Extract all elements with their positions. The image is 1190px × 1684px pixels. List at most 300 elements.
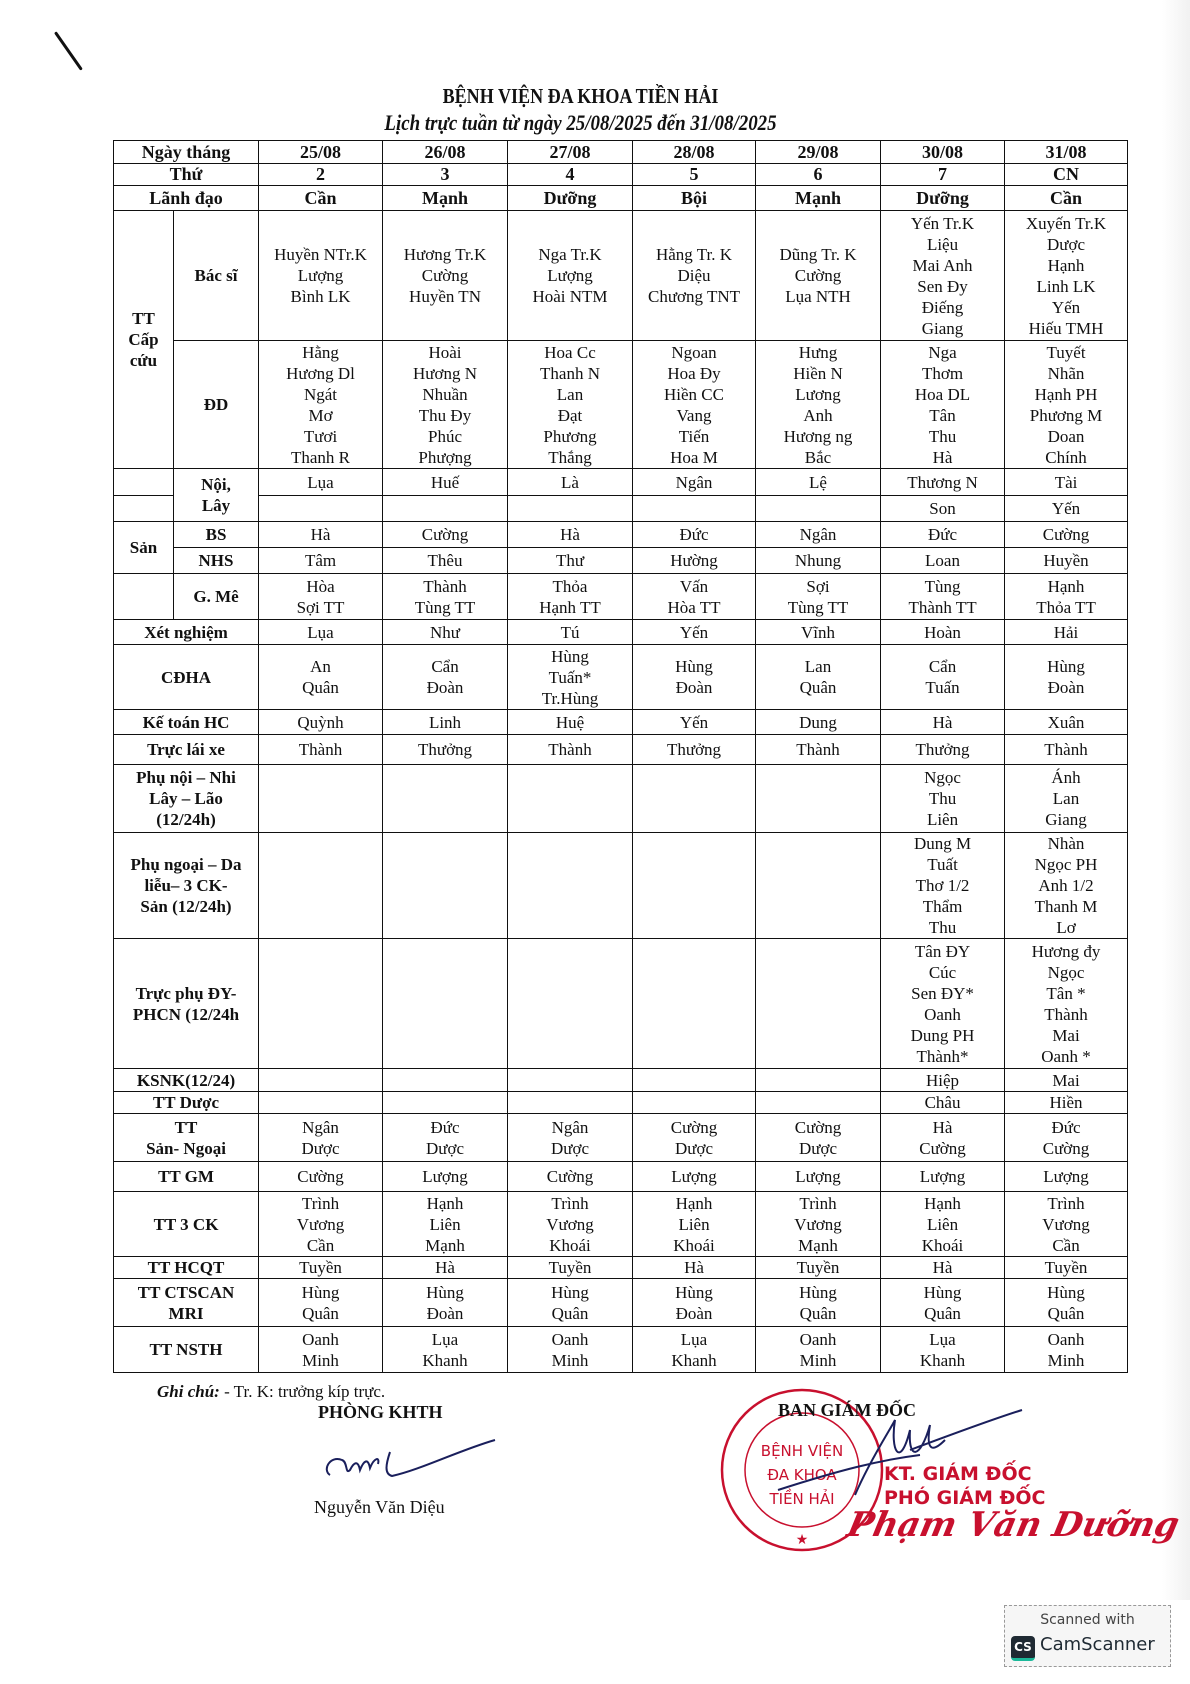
- cell-line: cứu: [129, 351, 158, 370]
- cell-line: Khanh: [919, 1350, 966, 1370]
- table-row: [114, 164, 1128, 186]
- driver-cell: Thành: [756, 735, 881, 765]
- gm-cell: Lượng: [1005, 1162, 1128, 1192]
- imaging-cell: [1005, 645, 1128, 710]
- gm-cell: Lượng: [881, 1162, 1005, 1192]
- lab-cell: Hải: [1005, 620, 1128, 645]
- cell-line: Hùng: [301, 1282, 340, 1302]
- ctscan-cell: [881, 1279, 1005, 1327]
- internal-label: [174, 469, 259, 522]
- cell-line: Hà: [932, 447, 953, 467]
- cell-line: Vương: [1042, 1214, 1090, 1234]
- cell-line: Oanh: [924, 1004, 961, 1024]
- cell-line: Diệu: [677, 266, 711, 285]
- cell-line: Lây: [201, 496, 231, 515]
- anesthesia-cell: [259, 574, 383, 620]
- pharmacy-label: TT Dược: [114, 1092, 259, 1114]
- table-row: [114, 1092, 1128, 1114]
- cell-line: Minh: [1047, 1350, 1085, 1370]
- cell-line: Sản- Ngoại: [146, 1138, 226, 1158]
- date-cell: 31/08: [1005, 141, 1128, 164]
- cell-line: Thỏa: [552, 576, 588, 596]
- accounting-cell: Quỳnh: [259, 710, 383, 735]
- weekday-cell: 6: [756, 164, 881, 186]
- infection-cell: [383, 1069, 508, 1092]
- schedule-title: Lịch trực tuần từ ngày 25/08/2025 đến 31/08/2025: [384, 110, 777, 135]
- cell-line: Yến Tr.K: [910, 213, 975, 233]
- aux-rehab-cell: [383, 939, 508, 1069]
- cell-line: Hoài: [428, 342, 462, 362]
- table-row: [114, 341, 1128, 469]
- cell-line: Thành*: [916, 1046, 969, 1066]
- doctor-cell: [383, 211, 508, 341]
- internal-cell: [383, 496, 508, 522]
- cell-line: Sen Đy: [917, 276, 968, 296]
- board-of-directors-title: BAN GIÁM ĐỐC: [778, 1400, 916, 1420]
- pharmacy-cell: Hiền: [1005, 1092, 1128, 1114]
- cell-line: Quân: [1047, 1303, 1085, 1323]
- ob-surgery-cell: [1005, 1114, 1128, 1162]
- blank-cell: [114, 574, 174, 620]
- ck3-cell: [756, 1192, 881, 1257]
- internal-cell: Huế: [383, 469, 508, 496]
- cell-line: Mơ: [308, 405, 333, 425]
- cell-line: Dược: [799, 1138, 838, 1158]
- cell-line: Cúc: [928, 962, 957, 982]
- cell-line: Thành: [423, 576, 467, 596]
- cell-line: TT: [132, 309, 155, 328]
- ck3-cell: [383, 1192, 508, 1257]
- cell-line: Hùng: [675, 1282, 713, 1302]
- cell-line: Mạnh: [798, 1235, 838, 1255]
- cell-line: Nhuần: [422, 384, 468, 404]
- cell-line: TT: [174, 1117, 198, 1137]
- date-cell: 28/08: [633, 141, 756, 164]
- driver-label: Trực lái xe: [114, 735, 259, 765]
- cell-line: Khanh: [671, 1350, 717, 1370]
- leader-label: Lãnh đạo: [114, 186, 259, 211]
- cell-line: Thanh R: [291, 447, 351, 467]
- ck3-cell: [633, 1192, 756, 1257]
- cell-line: Hùng: [551, 1282, 589, 1302]
- nsth-cell: [383, 1327, 508, 1373]
- cell-line: Thắng: [548, 447, 592, 467]
- doctor-label: Bác sĩ: [174, 211, 259, 341]
- cell-line: TT CTSCAN: [137, 1282, 235, 1302]
- cell-line: Hương ng: [783, 426, 853, 446]
- internal-cell: Yến: [1005, 496, 1128, 522]
- nurse-cell: [881, 341, 1005, 469]
- cell-line: Khoái: [549, 1235, 591, 1255]
- table-row: [114, 548, 1128, 574]
- nsth-cell: [508, 1327, 633, 1373]
- cell-line: Đoàn: [1047, 678, 1085, 697]
- driver-cell: Thành: [508, 735, 633, 765]
- cell-line: Tân *: [1046, 983, 1086, 1003]
- ob-surgery-cell: [756, 1114, 881, 1162]
- cell-line: Quân: [799, 678, 837, 697]
- cell-line: Phương: [543, 426, 597, 446]
- cell-line: Trình: [799, 1193, 837, 1213]
- ck3-cell: [508, 1192, 633, 1257]
- cell-line: Ngoan: [671, 342, 717, 362]
- aux-surgery-cell: [383, 833, 508, 939]
- doctor-cell: [633, 211, 756, 341]
- imaging-cell: [633, 645, 756, 710]
- cell-line: Quân: [799, 1303, 837, 1323]
- cell-line: Lơ: [1056, 918, 1076, 937]
- cell-line: Lan: [556, 384, 584, 404]
- cell-line: Doan: [1047, 426, 1085, 446]
- dates-label: Ngày tháng: [114, 141, 259, 164]
- cell-line: Tùng: [924, 576, 961, 596]
- cell-line: (12/24h): [156, 810, 216, 829]
- driver-cell: Thành: [1005, 735, 1128, 765]
- nurse-cell: [756, 341, 881, 469]
- table-row: [114, 522, 1128, 548]
- cell-line: Cường: [1042, 1138, 1090, 1158]
- cell-line: Mai Anh: [912, 255, 973, 275]
- cell-line: Vấn: [679, 576, 709, 596]
- leader-cell: Dưỡng: [508, 186, 633, 211]
- imaging-cell: [508, 645, 633, 710]
- table-row: [114, 939, 1128, 1069]
- cell-line: liễu– 3 CK-: [144, 876, 228, 895]
- cell-line: Tùng TT: [414, 597, 476, 617]
- cell-line: Vang: [676, 405, 712, 425]
- cell-line: Hùng: [675, 657, 713, 676]
- stamp-line-3: TIỀN HẢI: [769, 1490, 835, 1508]
- ob-doctor-label: BS: [174, 522, 259, 548]
- stamp-line-2: ĐA KHOA: [767, 1466, 837, 1484]
- cell-line: Thẩm: [922, 897, 963, 916]
- anesthesia-cell: [508, 574, 633, 620]
- cell-line: Vương: [546, 1214, 594, 1234]
- cell-line: Anh: [803, 405, 833, 425]
- date-cell: 29/08: [756, 141, 881, 164]
- cell-line: Hương Tr.K: [403, 245, 487, 264]
- cell-line: Mạnh: [425, 1235, 465, 1255]
- cell-line: Trình: [301, 1193, 340, 1213]
- cell-line: Hùng: [799, 1282, 837, 1302]
- cell-line: Liệu: [926, 234, 959, 254]
- cell-line: Thỏa TT: [1036, 597, 1096, 617]
- accounting-cell: Dung: [756, 710, 881, 735]
- aux-internal-cell: [1005, 765, 1128, 833]
- aux-rehab-cell: [508, 939, 633, 1069]
- cell-line: Thành TT: [908, 597, 977, 617]
- cell-line: Hạnh PH: [1034, 384, 1098, 404]
- aux-rehab-cell: [633, 939, 756, 1069]
- date-cell: 26/08: [383, 141, 508, 164]
- cell-line: Sợi: [806, 576, 830, 596]
- leader-cell: Mạnh: [756, 186, 881, 211]
- aux-surgery-cell: [881, 833, 1005, 939]
- ck3-cell: [259, 1192, 383, 1257]
- footnote-label: Ghi chú:: [157, 1382, 220, 1401]
- ob-doctor-cell: Hà: [259, 522, 383, 548]
- cell-line: Oanh: [1047, 1329, 1085, 1349]
- table-row: [114, 1114, 1128, 1162]
- cell-line: Anh 1/2: [1038, 876, 1094, 895]
- midwife-cell: Thư: [508, 548, 633, 574]
- gm-cell: Cường: [259, 1162, 383, 1192]
- cell-line: Lụa: [929, 1329, 956, 1349]
- nurse-cell: [508, 341, 633, 469]
- accounting-cell: Huệ: [508, 710, 633, 735]
- cell-line: Ngát: [303, 384, 338, 404]
- cell-line: Cường: [919, 1138, 966, 1158]
- ctscan-cell: [633, 1279, 756, 1327]
- cell-line: Hùng: [923, 1282, 962, 1302]
- cell-line: Hoa Cc: [544, 342, 596, 362]
- pharmacy-cell: [383, 1092, 508, 1114]
- pharmacy-cell: Châu: [881, 1092, 1005, 1114]
- accounting-cell: Yến: [633, 710, 756, 735]
- cell-line: Mai: [1052, 1025, 1080, 1045]
- hcqt-label: TT HCQT: [114, 1257, 259, 1279]
- lab-cell: Như: [383, 620, 508, 645]
- midwife-label: NHS: [174, 548, 259, 574]
- cell-line: Quân: [302, 678, 339, 697]
- doctor-cell: [508, 211, 633, 341]
- imaging-cell: [259, 645, 383, 710]
- footnote-text: - Tr. K: trưởng kíp trực.: [219, 1382, 386, 1401]
- internal-cell: [259, 496, 383, 522]
- date-cell: 30/08: [881, 141, 1005, 164]
- doctor-cell: [881, 211, 1005, 341]
- cell-line: Cường: [794, 266, 842, 285]
- cell-line: Ngọc: [1047, 962, 1085, 982]
- ctscan-cell: [383, 1279, 508, 1327]
- cell-line: Ngọc: [924, 768, 961, 787]
- nsth-cell: [881, 1327, 1005, 1373]
- doctor-cell: [756, 211, 881, 341]
- ob-surgery-cell: [881, 1114, 1005, 1162]
- cell-line: Vương: [296, 1214, 345, 1234]
- internal-cell: [508, 496, 633, 522]
- aux-surgery-cell: [633, 833, 756, 939]
- signature-nguyen-van-dieu: [320, 1430, 500, 1490]
- table-row: [114, 141, 1128, 164]
- table-row: [114, 496, 1128, 522]
- internal-cell: Tài: [1005, 469, 1128, 496]
- emergency-group-label: [114, 211, 174, 469]
- cell-line: Dược: [675, 1138, 714, 1158]
- table-row: [114, 1162, 1128, 1192]
- imaging-label: CĐHA: [114, 645, 259, 710]
- cell-line: Hương đy: [1031, 941, 1101, 961]
- cell-line: Huyền TN: [409, 287, 481, 306]
- anesthesia-cell: [633, 574, 756, 620]
- cell-line: Liên: [926, 1214, 959, 1234]
- imaging-cell: [756, 645, 881, 710]
- cell-line: Dược: [551, 1138, 590, 1158]
- driver-cell: Thưởng: [633, 735, 756, 765]
- leader-cell: Cần: [1005, 186, 1128, 211]
- cell-line: Tuyết: [1046, 342, 1086, 362]
- aux-surgery-cell: [1005, 833, 1128, 939]
- gm-cell: Lượng: [633, 1162, 756, 1192]
- cell-line: Hiền CC: [664, 384, 724, 404]
- lab-cell: Vĩnh: [756, 620, 881, 645]
- cell-line: Hùng: [426, 1282, 464, 1302]
- cell-line: Linh LK: [1036, 276, 1096, 296]
- cell-line: Đoàn: [426, 678, 464, 697]
- cell-line: MRI: [168, 1303, 204, 1323]
- cell-line: Phượng: [418, 447, 472, 467]
- cell-line: Hà: [932, 1117, 953, 1137]
- aux-surgery-cell: [259, 833, 383, 939]
- watermark-scanned-with: Scanned with: [1040, 1612, 1135, 1628]
- cell-line: Sản (12/24h): [140, 897, 232, 916]
- cell-line: Sợi TT: [296, 597, 345, 617]
- cell-line: Quân: [551, 1303, 589, 1323]
- accounting-cell: Hà: [881, 710, 1005, 735]
- date-cell: 27/08: [508, 141, 633, 164]
- pen-mark: [54, 31, 83, 70]
- cell-line: Hùng: [1047, 657, 1085, 676]
- ob-surgery-cell: [259, 1114, 383, 1162]
- table-row: [114, 1192, 1128, 1257]
- camscanner-watermark: [1004, 1605, 1171, 1667]
- nurse-label: ĐD: [174, 341, 259, 469]
- cell-line: Hòa TT: [667, 597, 721, 617]
- cell-line: Tuấn: [925, 678, 960, 697]
- cell-line: Hoa DL: [914, 384, 971, 404]
- cell-line: Thanh N: [540, 363, 600, 383]
- cell-line: Lượng: [297, 266, 344, 285]
- cell-line: Tr.Hùng: [541, 688, 599, 708]
- infection-cell: [756, 1069, 881, 1092]
- ctscan-label: [114, 1279, 259, 1327]
- internal-cell: Ngân: [633, 469, 756, 496]
- table-row: [114, 186, 1128, 211]
- footnote: [157, 1382, 385, 1402]
- anesthesia-cell: [383, 574, 508, 620]
- hcqt-cell: Hà: [383, 1257, 508, 1279]
- table-row: [114, 735, 1128, 765]
- infection-cell: [259, 1069, 383, 1092]
- gm-label: TT GM: [114, 1162, 259, 1192]
- table-row: [114, 765, 1128, 833]
- cell-line: Quân: [302, 1303, 339, 1323]
- cell-line: Ngân: [551, 1117, 589, 1137]
- lab-cell: Hoàn: [881, 620, 1005, 645]
- cell-line: Lan: [804, 657, 832, 676]
- nsth-cell: [756, 1327, 881, 1373]
- cell-line: Oanh: [302, 1329, 339, 1349]
- table-row: [114, 1327, 1128, 1373]
- aux-rehab-cell: [756, 939, 881, 1069]
- cell-line: Lây – Lão: [149, 789, 223, 808]
- internal-cell: Son: [881, 496, 1005, 522]
- table-row: [114, 620, 1128, 645]
- cell-line: Hưng: [798, 342, 838, 362]
- date-cell: 25/08: [259, 141, 383, 164]
- internal-cell: Lệ: [756, 469, 881, 496]
- cell-line: Hòa: [306, 576, 335, 596]
- cell-line: Hạnh: [1047, 576, 1085, 596]
- infection-label: KSNK(12/24): [114, 1069, 259, 1092]
- cell-line: Hằng: [302, 342, 339, 362]
- cell-line: Dũng Tr. K: [779, 245, 857, 264]
- signer-name: Nguyễn Văn Diệu: [314, 1497, 445, 1517]
- cell-line: Phúc: [428, 426, 463, 446]
- ctscan-cell: [756, 1279, 881, 1327]
- cell-line: Cần: [306, 1235, 335, 1255]
- cell-line: Đoàn: [675, 1303, 713, 1323]
- hcqt-cell: Hà: [633, 1257, 756, 1279]
- cell-line: Thu: [928, 426, 957, 446]
- leader-cell: Dưỡng: [881, 186, 1005, 211]
- nsth-cell: [259, 1327, 383, 1373]
- ck3-label: TT 3 CK: [114, 1192, 259, 1257]
- doctor-cell: [1005, 211, 1128, 341]
- aux-surgery-cell: [508, 833, 633, 939]
- cell-line: Khoái: [673, 1235, 715, 1255]
- blank-cell: [114, 469, 174, 496]
- cell-line: Trình: [1047, 1193, 1085, 1213]
- cell-line: Nhãn: [1047, 363, 1085, 383]
- weekday-cell: 3: [383, 164, 508, 186]
- nurse-cell: [1005, 341, 1128, 469]
- cell-line: PHCN (12/24h: [132, 1004, 240, 1024]
- internal-cell: Lụa: [259, 469, 383, 496]
- cell-line: Oanh: [799, 1329, 837, 1349]
- cell-line: Đức: [430, 1117, 460, 1137]
- driver-cell: Thưởng: [383, 735, 508, 765]
- cell-line: Chương TNT: [648, 287, 741, 306]
- weekday-cell: 5: [633, 164, 756, 186]
- infection-cell: Mai: [1005, 1069, 1128, 1092]
- aux-rehab-cell: [881, 939, 1005, 1069]
- hcqt-cell: Hà: [881, 1257, 1005, 1279]
- hcqt-cell: Tuyền: [508, 1257, 633, 1279]
- nsth-cell: [633, 1327, 756, 1373]
- cell-line: Minh: [551, 1350, 589, 1370]
- cell-line: Tiến: [678, 426, 710, 446]
- cell-line: Ngọc PH: [1034, 855, 1098, 874]
- pharmacy-cell: [259, 1092, 383, 1114]
- cell-line: Đạt: [557, 405, 583, 425]
- cell-line: Nga Tr.K: [538, 245, 602, 264]
- leader-cell: Mạnh: [383, 186, 508, 211]
- cell-line: Hoa Đy: [667, 363, 721, 383]
- gm-cell: Lượng: [383, 1162, 508, 1192]
- cell-line: Thơm: [921, 363, 964, 383]
- on-behalf-title: KT. GIÁM ĐỐC: [884, 1463, 1032, 1485]
- cell-line: Dược: [1047, 234, 1086, 254]
- table-row: [114, 833, 1128, 939]
- aux-rehab-cell: [1005, 939, 1128, 1069]
- anesthesia-label: G. Mê: [174, 574, 259, 620]
- aux-internal-cell: [633, 765, 756, 833]
- cell-line: Hiếu TMH: [1028, 318, 1104, 338]
- scan-edge-shadow: [1162, 0, 1190, 1600]
- deputy-director-title: PHÓ GIÁM ĐỐC: [884, 1487, 1046, 1509]
- weekday-cell: CN: [1005, 164, 1128, 186]
- cell-line: Chính: [1045, 447, 1087, 467]
- table-row: [114, 469, 1128, 496]
- cell-line: Lượng: [547, 266, 593, 285]
- table-row: [114, 1069, 1128, 1092]
- cell-line: Cẩn: [431, 657, 459, 676]
- cell-line: Hiền N: [793, 363, 843, 383]
- cell-line: Lan: [1052, 789, 1080, 808]
- ctscan-cell: [1005, 1279, 1128, 1327]
- cell-line: Vương: [794, 1214, 842, 1234]
